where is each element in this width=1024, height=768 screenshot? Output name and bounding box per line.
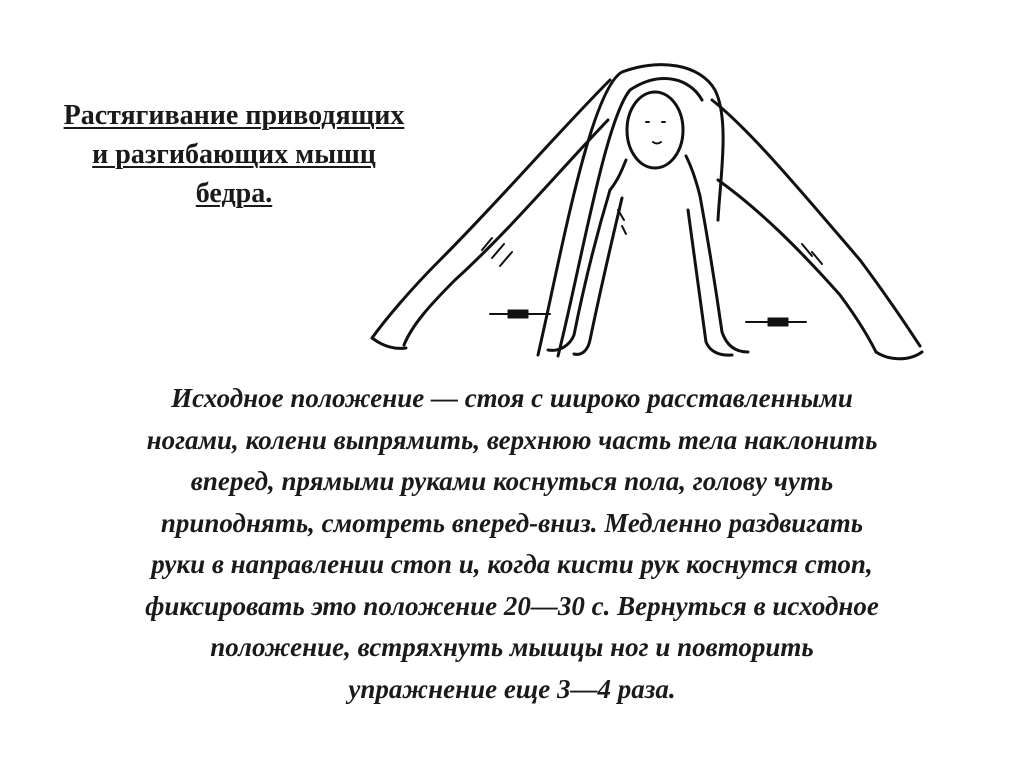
description-line: руки в направлении стоп и, когда кисти рук коснутся стоп, xyxy=(151,549,873,579)
description-line: упражнение еще 3—4 раза. xyxy=(348,673,676,704)
description-line: положение, встряхнуть мышцы ног и повторить xyxy=(210,632,814,662)
description-line: ногами, колени выпрямить, верхнюю часть тела наклонить xyxy=(146,424,878,455)
description-line: фиксировать это положение 20—30 с. Вернуться в исходное xyxy=(145,590,879,621)
title-line: бедра. xyxy=(195,178,273,209)
stretching-figure-icon xyxy=(360,60,940,380)
description-line: приподнять, смотреть вперед-вниз. Медленно раздвигать xyxy=(160,507,864,538)
exercise-description xyxy=(40,378,984,710)
description-line: вперед, прямыми руками коснуться пола, голову чуть xyxy=(190,466,834,496)
title-line: Растягивание приводящих xyxy=(63,100,405,131)
title-line: и разгибающих мышц xyxy=(92,139,376,170)
description-line: Исходное положение — стоя с широко расставленными xyxy=(171,383,853,413)
